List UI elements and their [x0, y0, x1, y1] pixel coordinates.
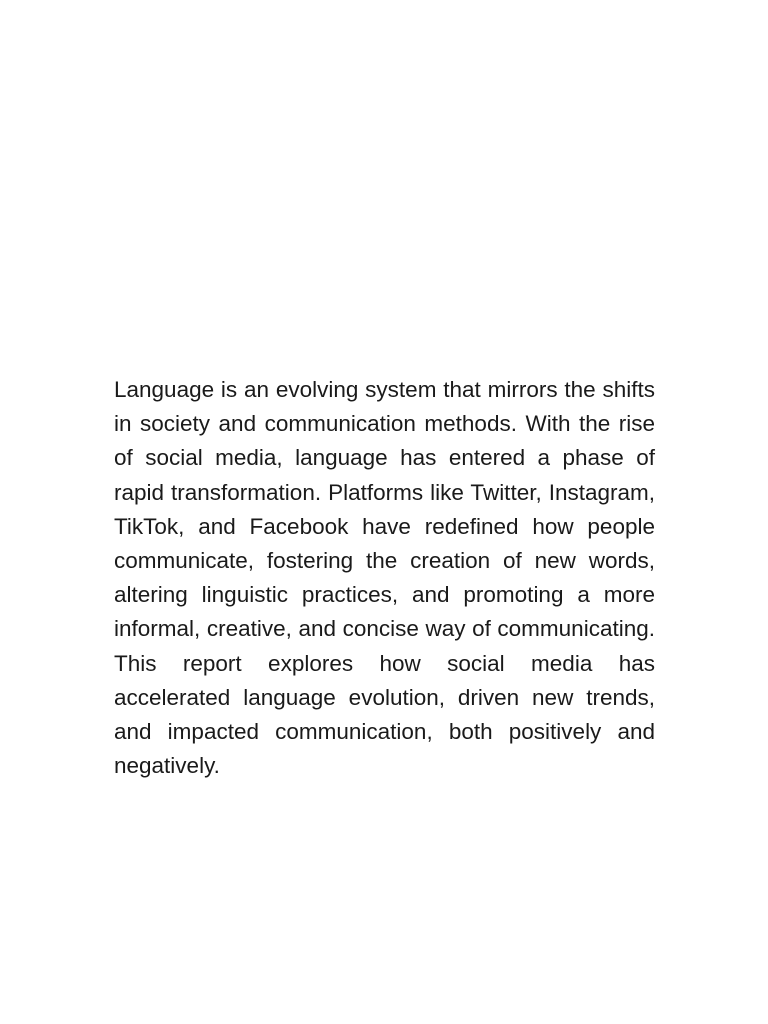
body-paragraph: Language is an evolving system that mirrors the shifts in society and communication methods. With the rise of social media, language has entered a phase of rapid transformation. Platforms like Twitter, Instagram, TikTok, and Facebook have redefined how people communicate, fostering the creation of new words, altering linguistic practices, and promoting a more informal, creative, and concise way of communicating. This report explores how social media has accelerated language evolution, driven new trends, and impacted communication, both positively and negatively. — [114, 377, 655, 779]
